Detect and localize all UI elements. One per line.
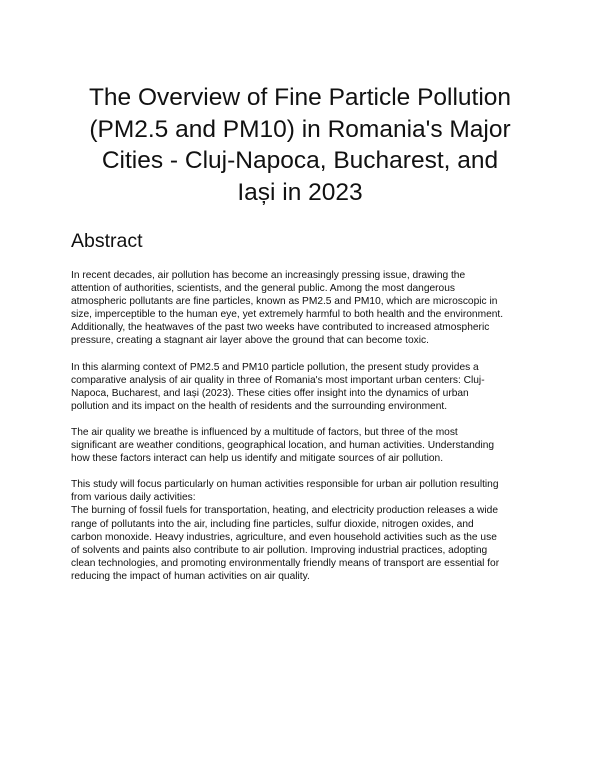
title-line: Iași in 2023 (237, 178, 363, 206)
text-line: attention of authorities, scientists, and the general public. Among the most dangerous (71, 283, 455, 295)
text-line: pressure, creating a stagnant air layer above the ground that can become toxic. (71, 335, 429, 347)
text-line: size, imperceptible to the human eye, yet extremely harmful to both health and the environment. (71, 309, 504, 321)
paragraph (71, 269, 541, 348)
text-line: significant are weather conditions, geographical location, and human activities. Understanding (71, 440, 495, 452)
text-line: clean technologies, and promoting environmentally friendly means of transport are essential for (71, 557, 500, 569)
paragraph (71, 361, 541, 413)
title-line: The Overview of Fine Particle Pollution (88, 84, 512, 111)
abstract-body (71, 269, 541, 596)
text-line: range of pollutants into the air, including fine particles, sulfur dioxide, nitrogen oxides, and (71, 518, 474, 530)
text-line: how these factors interact can help us identify and mitigate sources of air pollution. (71, 453, 444, 465)
text-line: comparative analysis of air quality in three of Romania's most important urban centers: Cluj- (71, 374, 485, 386)
text-line: The air quality we breathe is influenced by a multitude of factors, but three of the most (71, 426, 458, 438)
title-line: Cities - Cluj-Napoca, Bucharest, and (101, 147, 499, 174)
paragraph (71, 504, 541, 583)
text-line: atmospheric pollutants are fine particles, known as PM2.5 and PM10, which are microscopic in (71, 296, 498, 308)
document-title (60, 82, 540, 208)
text-line: reducing the impact of human activities on air quality. (71, 570, 310, 582)
text-line: Napoca, Bucharest, and Iași (2023). These cities offer insight into the dynamics of urban (71, 387, 469, 399)
paragraph (71, 478, 541, 504)
text-line: In this alarming context of PM2.5 and PM10 particle pollution, the present study provides a (71, 361, 479, 373)
text-line: This study will focus particularly on human activities responsible for urban air pollution resulting (71, 479, 499, 491)
text-line: Additionally, the heatwaves of the past two weeks have contributed to increased atmospheric (71, 322, 490, 334)
title-line: (PM2.5 and PM10) in Romania's Major (89, 115, 511, 143)
text-line: The burning of fossil fuels for transportation, heating, and electricity production releases a wide (71, 505, 498, 517)
text-line: from various daily activities: (71, 492, 196, 504)
text-line: carbon monoxide. Heavy industries, agriculture, and even household activities such as the use (71, 531, 497, 543)
text-line: pollution and its impact on the health of residents and the surrounding environment. (71, 400, 448, 412)
text-line: of solvents and paints also contribute to air pollution. Improving industrial practices, adopting (71, 544, 488, 556)
paragraph (71, 426, 541, 465)
abstract-heading: Abstract (71, 230, 143, 252)
text-line: In recent decades, air pollution has become an increasingly pressing issue, drawing the (71, 270, 466, 281)
